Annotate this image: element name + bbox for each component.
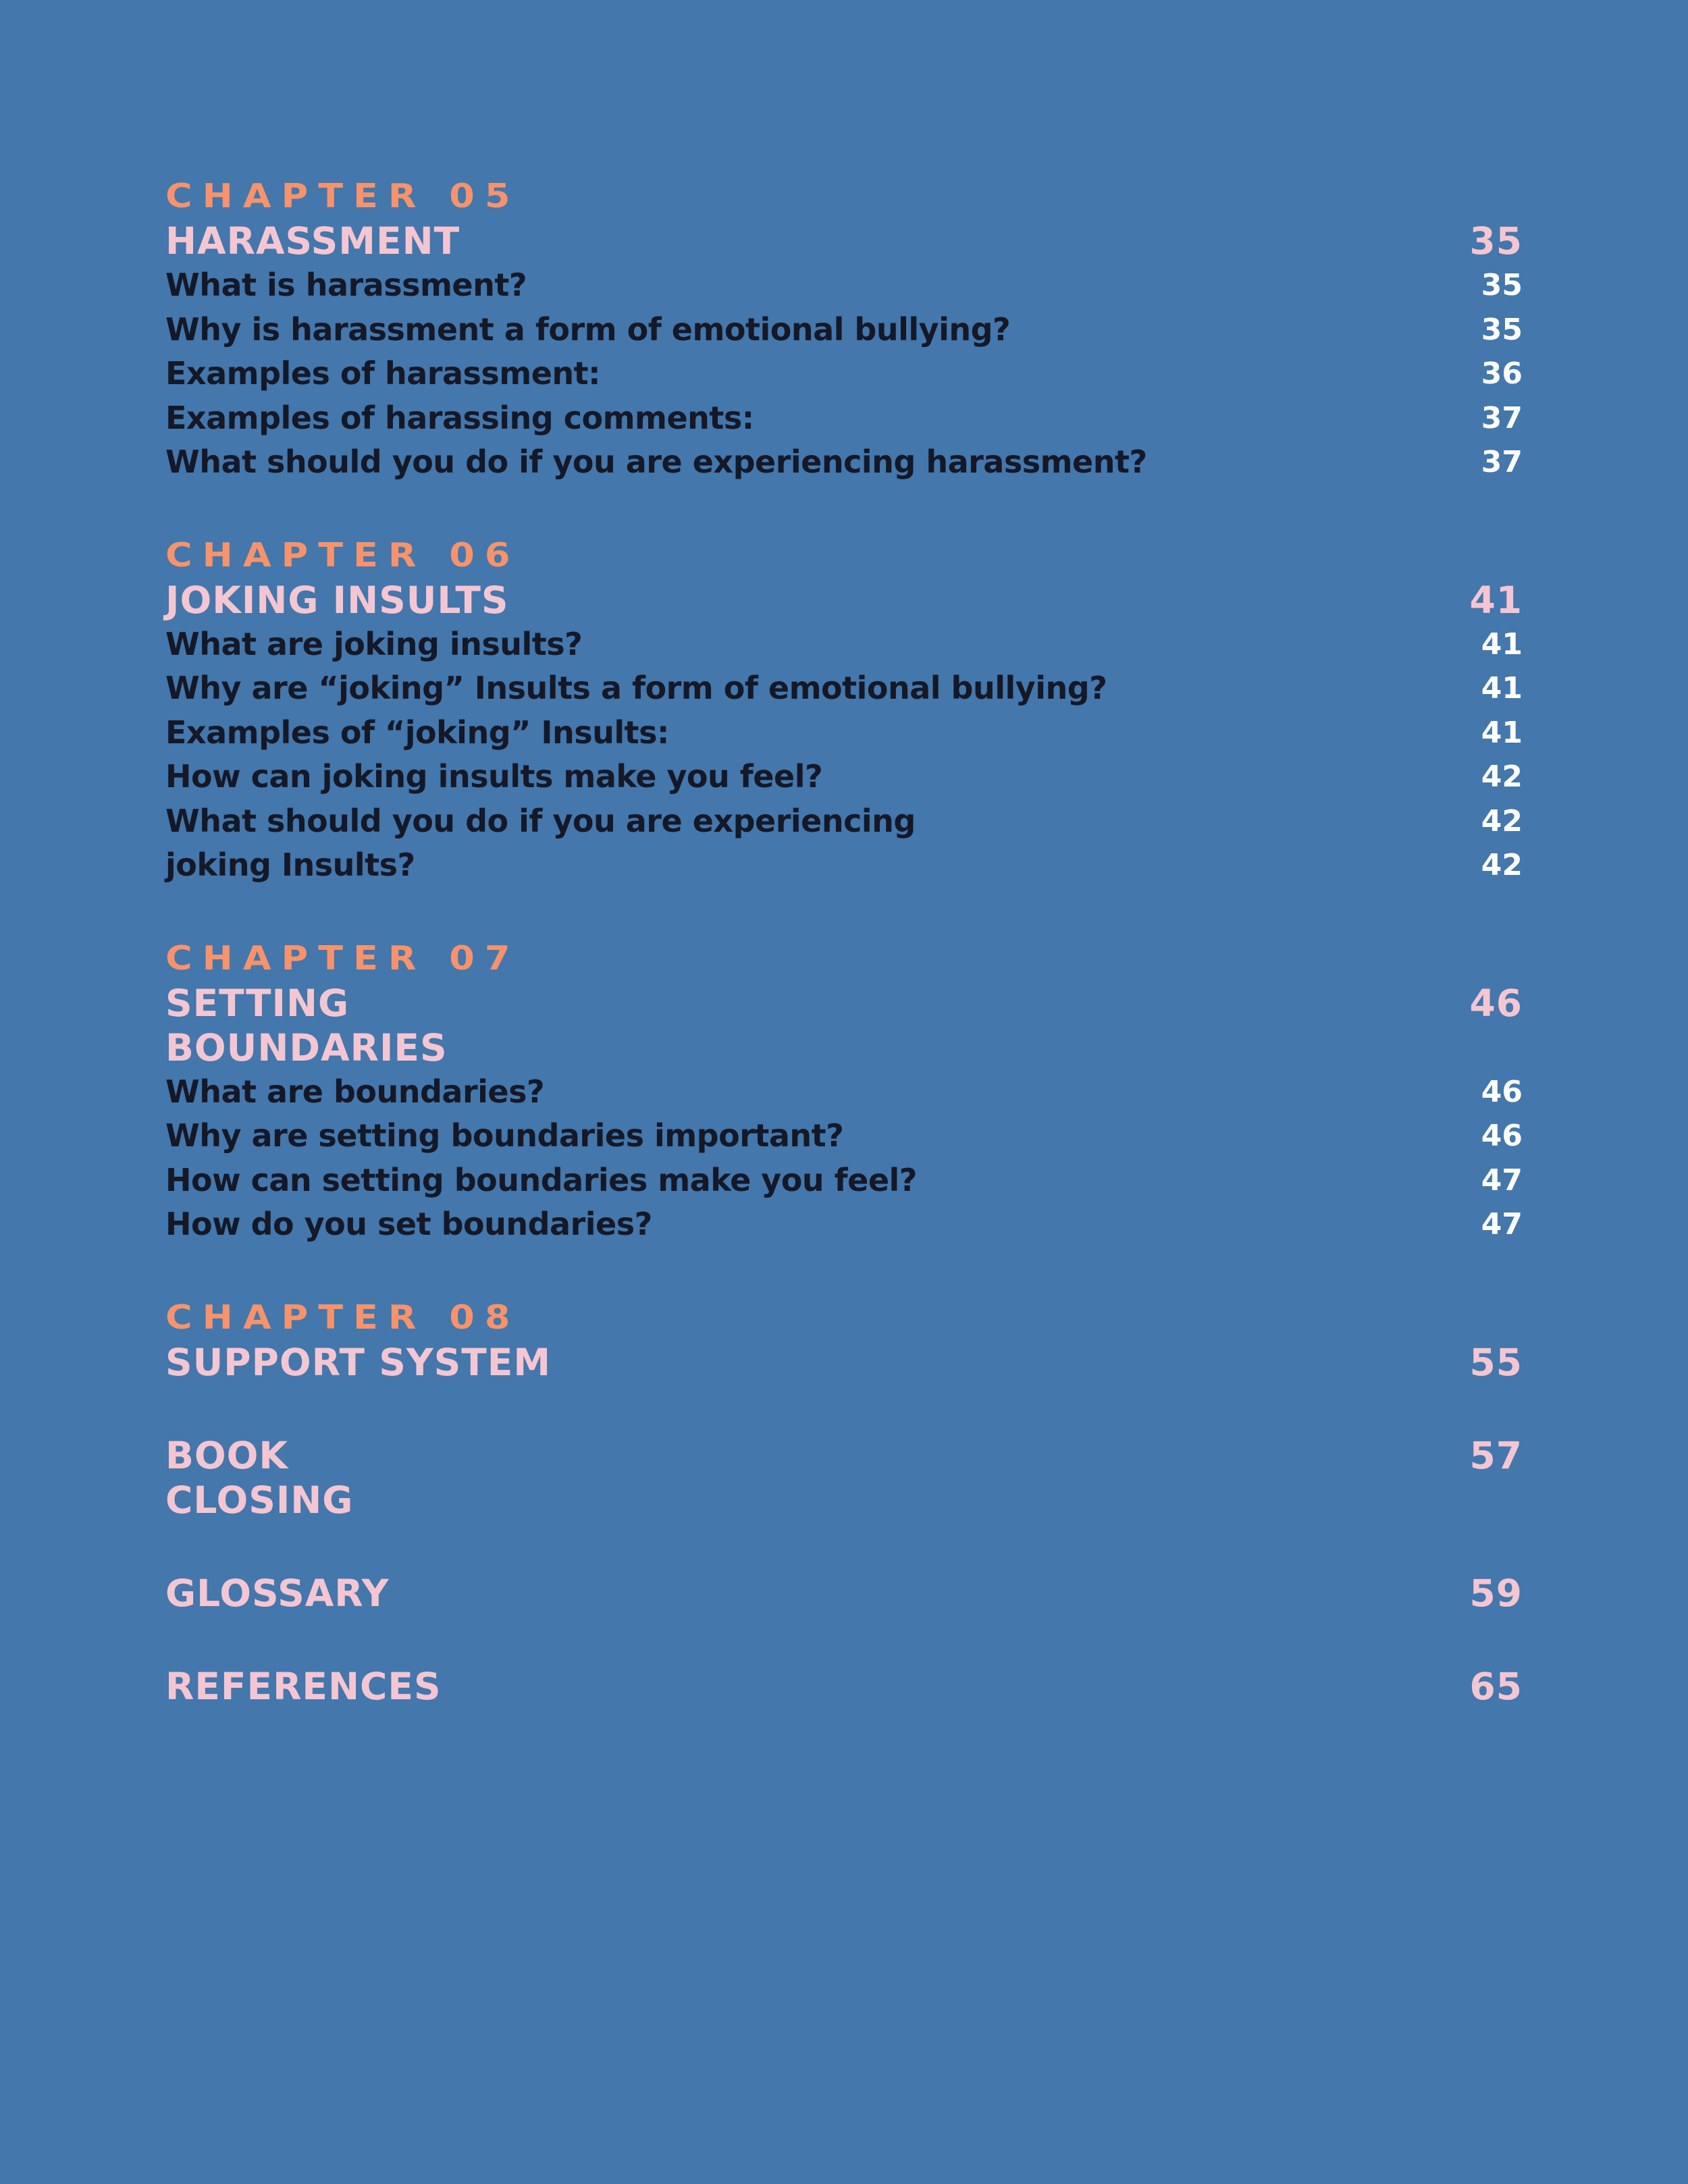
chapter-title: SETTING BOUNDARIES (165, 981, 448, 1069)
toc-entry-title: What is harassment? (165, 267, 527, 303)
chapter-page-number: 59 (1469, 1571, 1523, 1615)
toc-entry-title: What are boundaries? (165, 1073, 545, 1110)
chapter-08 (165, 1296, 1523, 1385)
toc-entry[interactable] (165, 799, 1523, 844)
toc-entry-title: How can joking insults make you feel? (165, 758, 823, 795)
chapter-heading[interactable] (165, 1340, 1523, 1385)
chapter-07 (165, 936, 1523, 1247)
glossary-entry (165, 1571, 1523, 1616)
book-closing-entry (165, 1433, 1523, 1522)
toc-entry-page: 41 (1481, 715, 1523, 750)
chapter-heading[interactable] (165, 1571, 1523, 1616)
chapter-heading[interactable] (165, 1433, 1523, 1522)
toc-entry-page: 42 (1481, 760, 1523, 794)
chapter-title: BOOK CLOSING (165, 1433, 354, 1522)
toc-entry-title: How can setting boundaries make you feel? (165, 1161, 917, 1198)
toc-entry[interactable] (165, 666, 1523, 711)
chapter-05 (165, 174, 1523, 485)
toc-entry-title: Examples of harassment: (165, 355, 601, 392)
chapter-heading[interactable] (165, 219, 1523, 263)
chapter-label: CHAPTER 05 (165, 177, 521, 215)
toc-entry[interactable] (165, 308, 1523, 352)
toc-entry-page: 41 (1481, 671, 1523, 705)
references-entry (165, 1664, 1523, 1709)
toc-entry-title: What are joking insults? (165, 625, 583, 662)
chapter-page-number: 55 (1469, 1340, 1523, 1384)
toc-entry[interactable] (165, 622, 1523, 667)
chapter-label: CHAPTER 07 (165, 938, 521, 978)
chapter-page-number: 41 (1469, 578, 1523, 622)
toc-entry-title: Examples of “joking” Insults: (165, 714, 669, 751)
chapter-label: CHAPTER 08 (165, 1298, 521, 1337)
chapter-heading[interactable] (165, 1664, 1523, 1709)
toc-entry-page: 47 (1481, 1207, 1523, 1242)
toc-entry-title: joking Insults? (165, 847, 415, 883)
toc-entry-page: 41 (1481, 627, 1523, 662)
chapter-page-number: 46 (1469, 981, 1523, 1025)
chapter-title: SUPPORT SYSTEM (165, 1340, 552, 1384)
toc-entry-page: 36 (1481, 356, 1523, 391)
toc-entry[interactable] (165, 352, 1523, 396)
toc-entry-title: Why are setting boundaries important? (165, 1117, 844, 1154)
chapter-title: GLOSSARY (165, 1571, 390, 1615)
toc-entry[interactable] (165, 711, 1523, 755)
toc-entry-title: What should you do if you are experiencing harassment? (165, 444, 1147, 480)
chapter-page-number: 65 (1469, 1664, 1523, 1708)
toc-entry[interactable] (165, 843, 1523, 888)
chapter-heading[interactable] (165, 981, 1523, 1070)
toc-entry[interactable] (165, 1158, 1523, 1203)
table-of-contents (165, 174, 1523, 1757)
toc-entry-title: How do you set boundaries? (165, 1206, 652, 1242)
toc-entry-title: Why is harassment a form of emotional bullying? (165, 311, 1011, 348)
toc-entry[interactable] (165, 1114, 1523, 1158)
toc-entry-title: Examples of harassing comments: (165, 399, 754, 436)
toc-entry-page: 47 (1481, 1163, 1523, 1198)
toc-entry[interactable] (165, 755, 1523, 799)
toc-entry[interactable] (165, 396, 1523, 441)
chapter-title: HARASSMENT (165, 219, 460, 263)
toc-entry-page: 37 (1481, 445, 1523, 479)
chapter-06 (165, 533, 1523, 888)
toc-entry-page: 42 (1481, 848, 1523, 882)
toc-entry[interactable] (165, 1202, 1523, 1247)
chapter-title: JOKING INSULTS (165, 578, 509, 622)
toc-entry-title: What should you do if you are experiencing (165, 802, 916, 839)
toc-entry-page: 37 (1481, 400, 1523, 435)
chapter-label: CHAPTER 06 (165, 535, 521, 575)
chapter-page-number: 35 (1469, 219, 1523, 263)
toc-entry-page: 46 (1481, 1119, 1523, 1153)
toc-entry[interactable] (165, 440, 1523, 485)
chapter-title: REFERENCES (165, 1664, 442, 1708)
chapter-page-number: 57 (1469, 1433, 1523, 1477)
toc-entry-page: 46 (1481, 1074, 1523, 1109)
toc-entry[interactable] (165, 1070, 1523, 1115)
toc-entry[interactable] (165, 263, 1523, 308)
chapter-heading[interactable] (165, 578, 1523, 622)
toc-entry-page: 35 (1481, 312, 1523, 347)
toc-entry-page: 35 (1481, 268, 1523, 302)
toc-entry-page: 42 (1481, 803, 1523, 838)
toc-entry-title: Why are “joking” Insults a form of emotional bullying? (165, 670, 1107, 706)
